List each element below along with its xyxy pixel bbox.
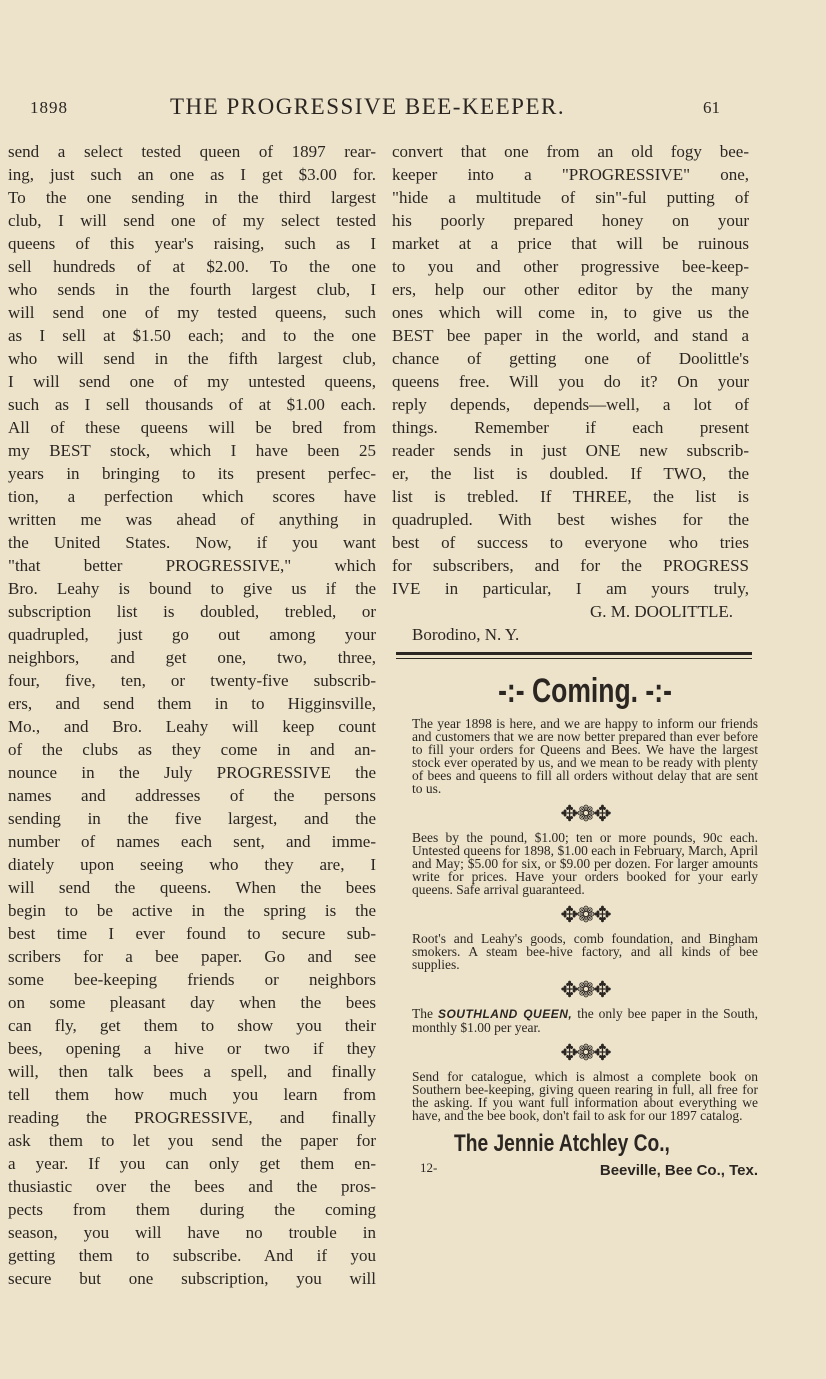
text-line: for subscribers, and for the PROGRESS — [392, 556, 749, 575]
text-line: things. Remember if each present — [392, 418, 749, 437]
text-line: club, I will send one of my select tested — [8, 211, 376, 230]
text-line: quadrupled, just go out among your — [8, 625, 376, 644]
ad-title: -:- Coming. -:- — [498, 672, 672, 710]
text-line: bees, opening a hive or two if they — [8, 1039, 376, 1058]
text-line: begin to be active in the spring is the — [8, 901, 376, 920]
text-line: getting them to subscribe. And if you — [8, 1246, 376, 1265]
text-line: All of these queens will be bred from — [8, 418, 376, 437]
text-line: send a select tested queen of 1897 rear- — [8, 142, 376, 161]
text-line: reading the PROGRESSIVE, and finally — [8, 1108, 376, 1127]
text-line: will send the queens. When the bees — [8, 878, 376, 897]
text-line: can fly, get them to show you their — [8, 1016, 376, 1035]
text-line: convert that one from an old fogy bee- — [392, 142, 749, 161]
text-line: "hide a multitude of sin"-ful putting of — [392, 188, 749, 207]
ad-paragraph-5: Send for catalogue, which is almost a complete book on Southern bee-keeping, giving queen rearing in full, all free for the asking. If you want full information about everything we have, and the bee book, don't fail to ask for our 1897 catalog. — [412, 1069, 758, 1123]
company-block — [412, 1130, 758, 1179]
text-line: "that better PROGRESSIVE," which — [8, 556, 376, 575]
text-line: neighbors, and get one, two, three, — [8, 648, 376, 667]
ornament-icon: ✥❁✥ — [560, 977, 610, 1002]
text-line: written me was ahead of anything in — [8, 510, 376, 529]
ad-paragraph-1: The year 1898 is here, and we are happy to inform our friends and customers that we are now better prepared than ever before to fill your orders for Queens and Bees. We have the largest stock ever operated by us, and we mean to be ready with plenty of bees and queens to fill all orders without delay that are sent to us. — [412, 716, 758, 796]
text-line: diately upon seeing who they are, I — [8, 855, 376, 874]
text-line: my BEST stock, which I have been 25 — [8, 441, 376, 460]
text-line: ask them to let you send the paper for — [8, 1131, 376, 1150]
ornament-icon: ✥❁✥ — [560, 801, 610, 826]
text-line: BEST bee paper in the world, and stand a — [392, 326, 749, 345]
ad-paragraph-4-rest: the only bee paper in the South, monthly $1.00 per year. — [412, 1006, 759, 1035]
text-line: ing, just such an one as I get $3.00 for. — [8, 165, 376, 184]
text-line: names and addresses of the persons — [8, 786, 376, 805]
text-line: who sends in the fourth largest club, I — [8, 280, 376, 299]
text-line: such as I sell thousands of at $1.00 each. — [8, 395, 376, 414]
ad-paragraph-4-prefix: The — [412, 1006, 433, 1021]
text-line: thusiastic over the bees and the pros- — [8, 1177, 376, 1196]
left-column — [8, 140, 376, 1290]
text-line: secure but one subscription, you will — [8, 1269, 376, 1288]
divider-rule-thin — [396, 658, 752, 659]
text-line: years in bringing to its present perfec- — [8, 464, 376, 483]
text-line: list is trebled. If THREE, the list is — [392, 487, 749, 506]
text-line: to you and other progressive bee-keep- — [392, 257, 749, 276]
text-line: best time I ever found to secure sub- — [8, 924, 376, 943]
company-name: The Jennie Atchley Co., — [454, 1130, 670, 1157]
text-line: market at a price that will be ruinous — [392, 234, 749, 253]
right-column — [392, 140, 749, 646]
text-line: who will send in the fifth largest club, — [8, 349, 376, 368]
signature-name: G. M. DOOLITTLE. — [589, 602, 733, 621]
ad-paragraph-4 — [412, 1007, 758, 1034]
signature-place: Borodino, N. Y. — [412, 625, 520, 644]
text-line: Bro. Leahy is bound to give us if the — [8, 579, 376, 598]
text-line: queens of this year's raising, such as I — [8, 234, 376, 253]
company-address: Beeville, Bee Co., Tex. — [599, 1162, 758, 1179]
text-line: sell hundreds of at $2.00. To the one — [8, 257, 376, 276]
header-year: 1898 — [30, 98, 68, 117]
page-header — [30, 94, 720, 122]
ornament-icon: ✥❁✥ — [560, 1040, 610, 1065]
divider-rule — [396, 652, 752, 655]
advertisement — [412, 668, 758, 1179]
header-title: THE PROGRESSIVE BEE-KEEPER. — [170, 94, 566, 119]
ad-code: 12- — [420, 1160, 438, 1175]
text-line: ers, help our other editor by the many — [392, 280, 749, 299]
text-line: his poorly prepared honey on your — [392, 211, 749, 230]
text-line: nounce in the July PROGRESSIVE the — [8, 763, 376, 782]
text-line: tion, a perfection which scores have — [8, 487, 376, 506]
page-number: 61 — [703, 98, 720, 117]
text-line: ers, and send them in to Higginsville, — [8, 694, 376, 713]
text-line: will send one of my tested queens, such — [8, 303, 376, 322]
text-line: keeper into a "PROGRESSIVE" one, — [392, 165, 749, 184]
text-line: tell them how much you learn from — [8, 1085, 376, 1104]
text-line: I will send one of my untested queens, — [8, 372, 376, 391]
text-line: best of success to everyone who tries — [392, 533, 749, 552]
text-line: reader sends in just ONE new subscrib- — [392, 441, 749, 460]
text-line: of the clubs as they come in and an- — [8, 740, 376, 759]
text-line: chance of getting one of Doolittle's — [392, 349, 749, 368]
text-line: number of names each sent, and imme- — [8, 832, 376, 851]
text-line: the United States. Now, if you want — [8, 533, 376, 552]
text-line: quadrupled. With best wishes for the — [392, 510, 749, 529]
ornament-icon: ✥❁✥ — [560, 902, 610, 927]
text-line: some bee-keeping friends or neighbors — [8, 970, 376, 989]
text-line: ones which will come in, to give us the — [392, 303, 749, 322]
ad-paragraph-3: Root's and Leahy's goods, comb foundation, and Bingham smokers. A steam bee-hive factory, and all kinds of bee supplies. — [412, 931, 758, 972]
text-line: sending in the five largest, and the — [8, 809, 376, 828]
text-line: queens free. Will you do it? On your — [392, 372, 749, 391]
text-line: will, then talk bees a spell, and finally — [8, 1062, 376, 1081]
text-line: Mo., and Bro. Leahy will keep count — [8, 717, 376, 736]
southland-queen-title: SOUTHLAND QUEEN, — [437, 1007, 573, 1021]
text-line: To the one sending in the third largest — [8, 188, 376, 207]
text-line: er, the list is doubled. If TWO, the — [392, 464, 749, 483]
text-line: season, you will have no trouble in — [8, 1223, 376, 1242]
text-line: on some pleasant day when the bees — [8, 993, 376, 1012]
text-line: IVE in particular, I am yours truly, — [392, 579, 749, 598]
text-line: subscription list is doubled, trebled, or — [8, 602, 376, 621]
text-line: pects from them during the coming — [8, 1200, 376, 1219]
text-line: as I sell at $1.50 each; and to the one — [8, 326, 376, 345]
text-line: reply depends, depends—well, a lot of — [392, 395, 749, 414]
ad-paragraph-2: Bees by the pound, $1.00; ten or more pounds, 90c each. Untested queens for 1898, $1.00 each in February, March, April and May; $5.00 for six, or $9.00 per dozen. For larger amounts write for prices. Have your orders booked for your early queens. Safe arrival guaranteed. — [412, 830, 758, 897]
text-line: four, five, ten, or twenty-five subscrib- — [8, 671, 376, 690]
signature — [392, 600, 749, 646]
text-line: scribers for a bee paper. Go and see — [8, 947, 376, 966]
text-line: a year. If you can only get them en- — [8, 1154, 376, 1173]
